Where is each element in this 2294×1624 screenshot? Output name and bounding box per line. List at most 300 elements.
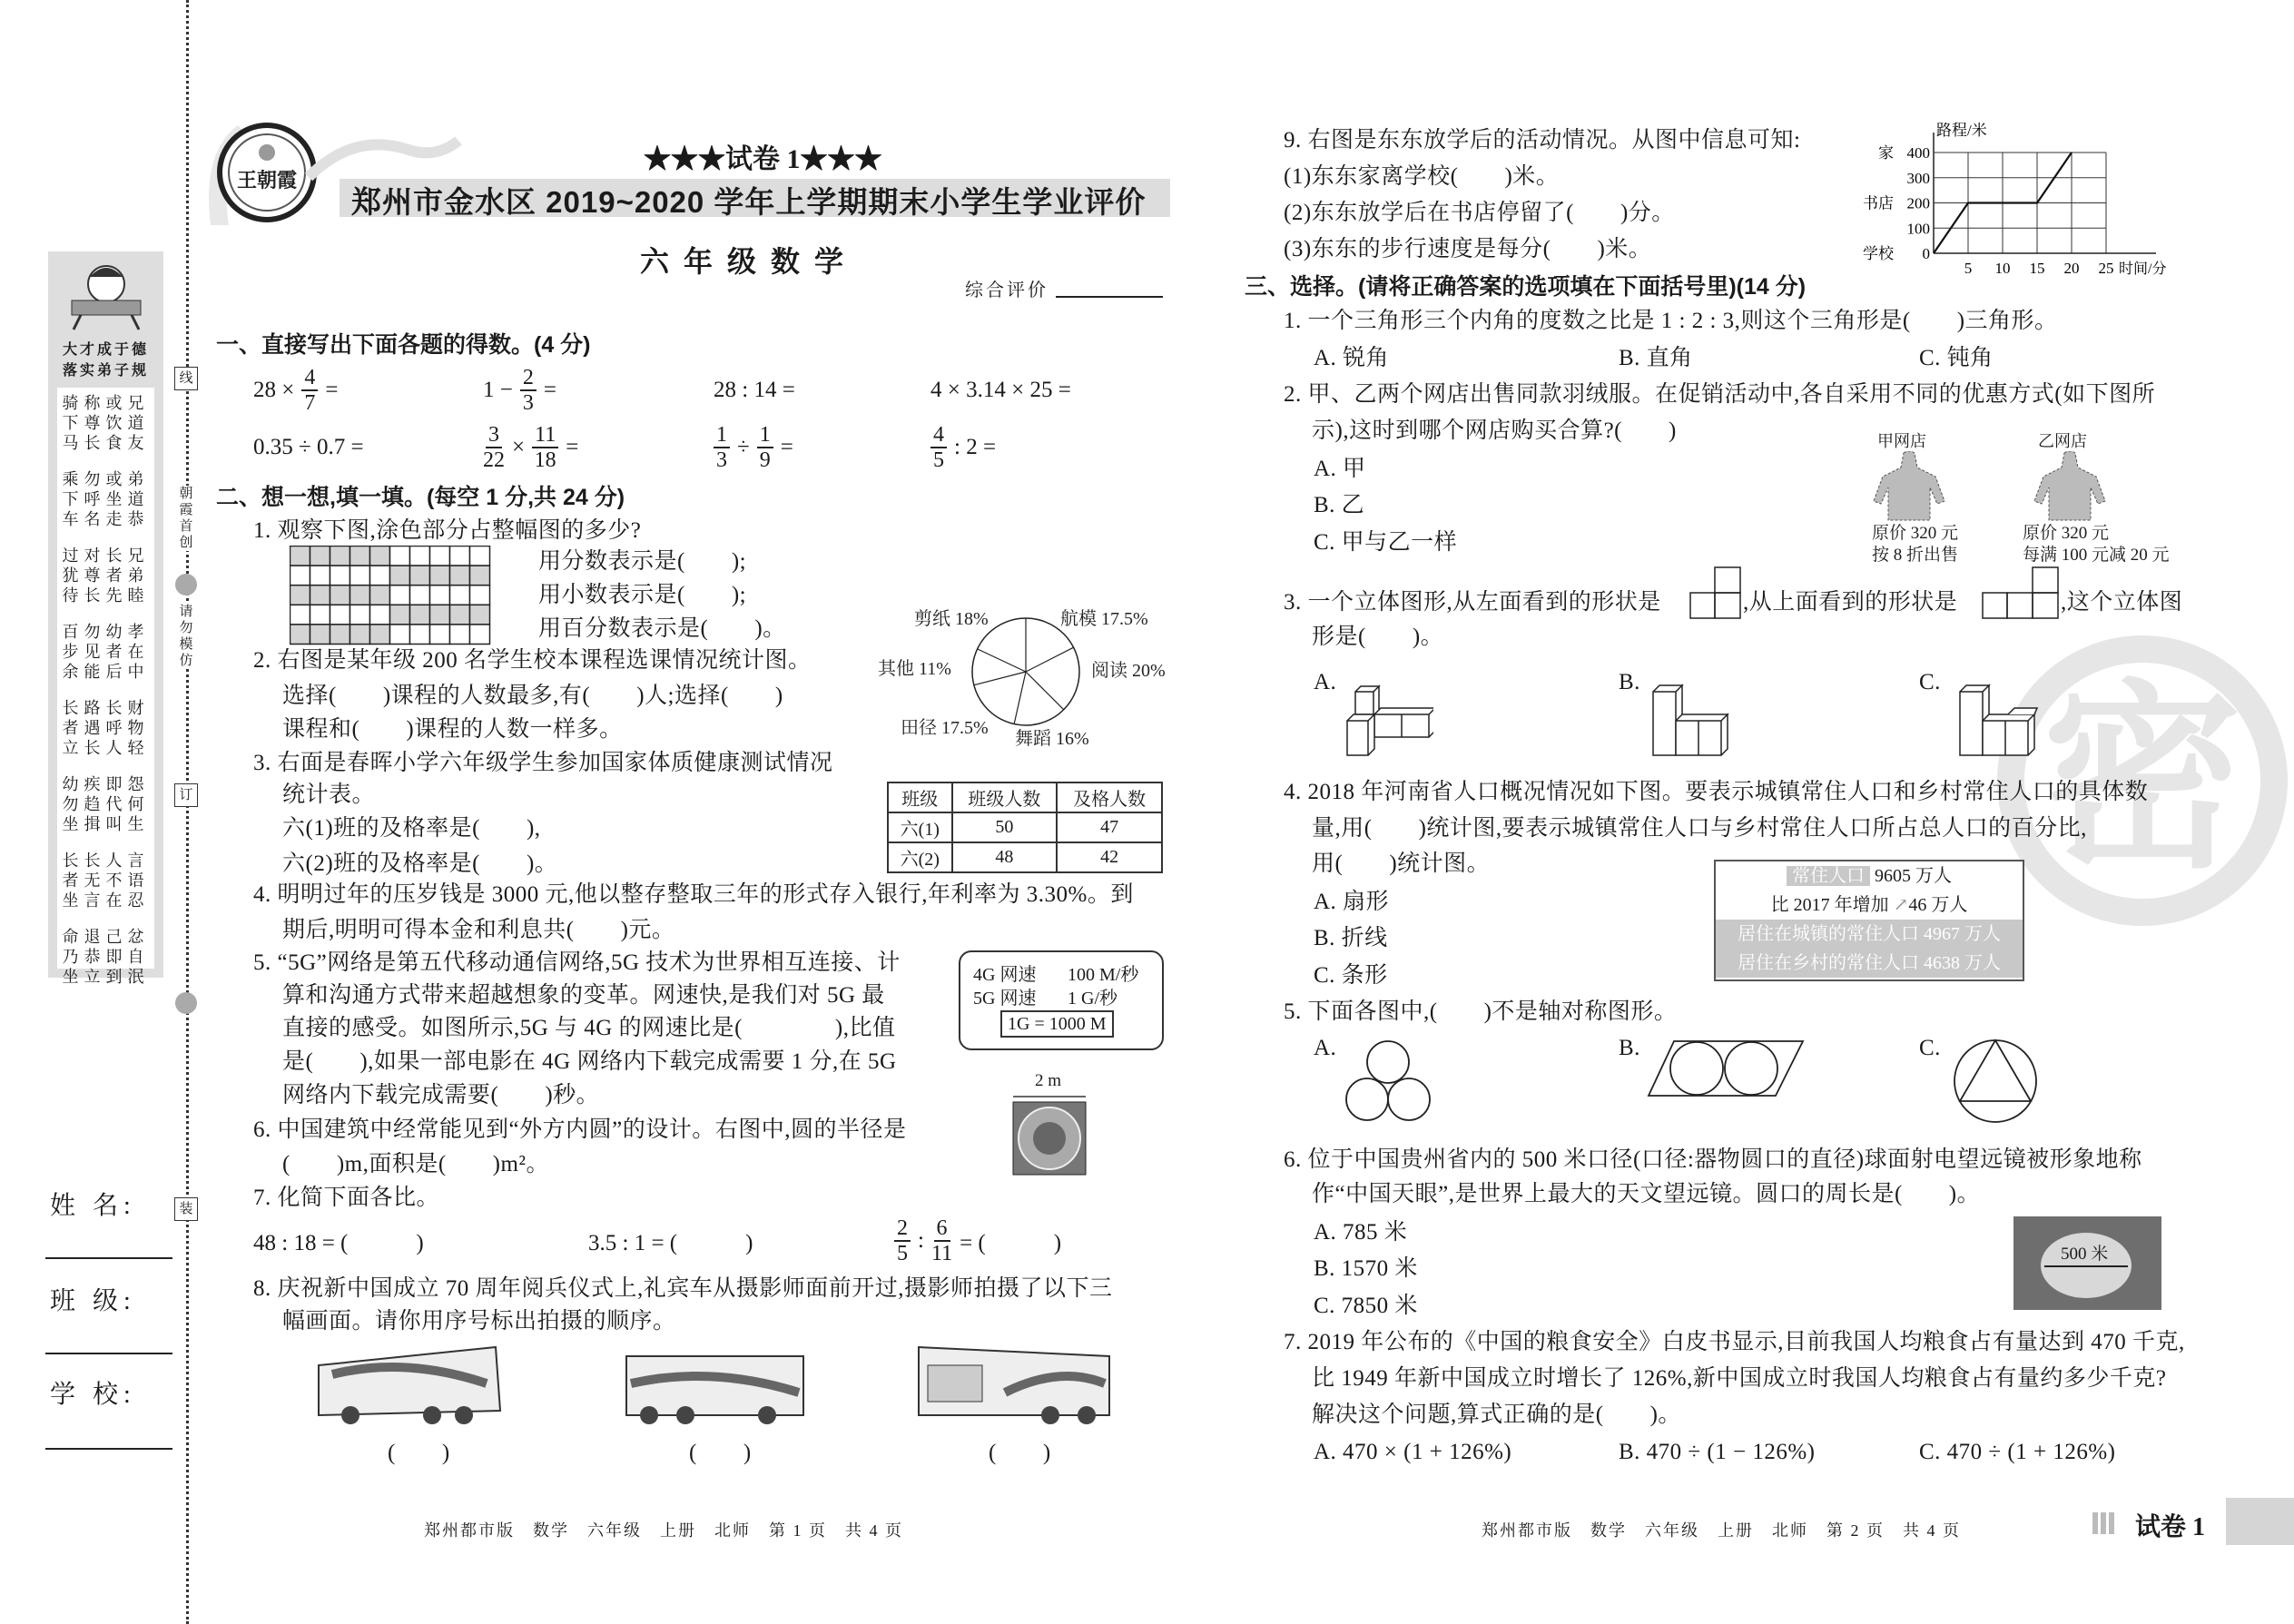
q2-9-line: 9. 右图是东东放学后的活动情况。从图中信息可知: bbox=[1284, 128, 1801, 153]
q2-5-line[interactable]: 网络内下载完成需要( )秒。 bbox=[282, 1083, 600, 1107]
ratio-expression bbox=[253, 1214, 424, 1268]
q3-7-option-c[interactable]: C. 470 ÷ (1 + 126%) bbox=[1919, 1440, 2116, 1464]
binding-mark-bind: 装 bbox=[174, 1197, 198, 1221]
poem-row: 车名走恭 bbox=[62, 510, 150, 528]
grid-cell bbox=[350, 605, 370, 625]
expr-text: 28 × bbox=[253, 378, 295, 402]
q3-6-option-b[interactable]: B. 1570 米 bbox=[1314, 1256, 1418, 1281]
poem-row: 坐立到泯 bbox=[62, 968, 150, 986]
q3-6-option-a[interactable]: A. 785 米 bbox=[1314, 1220, 1408, 1245]
numerator: 3 bbox=[486, 423, 502, 448]
numerator: 2 bbox=[520, 366, 537, 391]
poem-row: 长路长财 bbox=[62, 699, 150, 717]
name-label: 姓 名: bbox=[50, 1192, 136, 1220]
q2-1-stem: 1. 观察下图,涂色部分占整幅图的多少? bbox=[253, 518, 642, 543]
fraction bbox=[931, 1216, 952, 1265]
grid-cell-shaded bbox=[330, 625, 350, 645]
binding-dotted-line bbox=[186, 0, 189, 1624]
name-field[interactable] bbox=[45, 1257, 172, 1259]
q2-2-line[interactable]: 选择( )课程的人数最多,有( )人;选择( ) bbox=[282, 684, 783, 708]
poem-row: 命退己忿 bbox=[62, 928, 150, 946]
table-header: 及格人数 bbox=[1057, 782, 1162, 812]
expr-text: = bbox=[780, 435, 793, 459]
speed-5g-label: 5G 网速 bbox=[973, 989, 1037, 1009]
grid-cell bbox=[390, 546, 410, 566]
expr-text: = bbox=[325, 378, 339, 402]
poem-row: 犹尊者弟 bbox=[62, 566, 150, 585]
q3-2-line: 2. 甲、乙两个网店出售同款羽绒服。在促销活动中,各自采用不同的优惠方式(如下图所 bbox=[1284, 382, 2156, 407]
grid-cell bbox=[370, 566, 390, 586]
grid-cell-shaded bbox=[450, 566, 470, 586]
expr-text: ÷ bbox=[737, 435, 750, 459]
q2-9-line[interactable]: (3)东东的步行速度是每分( )米。 bbox=[1284, 237, 1652, 261]
ribbon-decoration bbox=[300, 123, 463, 186]
numerator: 1 bbox=[757, 423, 773, 448]
overall-evaluation-field[interactable] bbox=[1056, 296, 1163, 298]
class-field[interactable] bbox=[45, 1353, 172, 1354]
y-tick-label: 200 bbox=[1906, 194, 1930, 212]
calc-expression bbox=[930, 363, 1071, 418]
grid-cell bbox=[470, 625, 490, 645]
grid-cell bbox=[450, 625, 470, 645]
section3-heading: 三、选择。(请将正确答案的选项填在下面括号里)(14 分) bbox=[1245, 274, 1807, 300]
motto-line: 落实弟子规 bbox=[62, 363, 149, 379]
table-cell: 六(1) bbox=[888, 812, 952, 842]
calc-expression bbox=[253, 363, 338, 418]
denominator: 22 bbox=[483, 448, 505, 472]
fraction bbox=[483, 423, 505, 472]
x-tick-label: 20 bbox=[2063, 260, 2080, 277]
grid-cell-shaded bbox=[430, 605, 450, 625]
grid-cell bbox=[410, 586, 430, 605]
pie-label: 航模 17.5% bbox=[1060, 609, 1148, 629]
q3-5-option-c[interactable]: C. bbox=[1919, 1036, 1941, 1060]
q2-5-line: 5. “5G”网络是第五代移动通信网络,5G 技术为世界相互连接、计 bbox=[253, 950, 901, 975]
q3-4-option-a[interactable]: A. 扇形 bbox=[1314, 890, 1390, 914]
q2-1-percent-blank[interactable]: 用百分数表示是( )。 bbox=[538, 616, 786, 641]
speed-4g-value: 100 M/秒 bbox=[1068, 965, 1139, 985]
pie-label: 其他 11% bbox=[878, 659, 951, 679]
pie-label: 舞蹈 16% bbox=[1015, 729, 1089, 749]
q2-5-line: 算和沟通方式带来超越想象的变革。网速快,是我们对 5G 最 bbox=[282, 983, 885, 1008]
parade-car-picture-1 bbox=[314, 1338, 507, 1429]
numerator: 6 bbox=[934, 1216, 950, 1242]
q3-1-stem: 1. 一个三角形三个内角的度数之比是 1 : 2 : 3,则这个三角形是( )三角形。 bbox=[1284, 309, 2058, 333]
q3-4-line: 4. 2018 年河南省人口概况情况如下图。要表示城镇常住人口和乡村常住人口的具体数 bbox=[1284, 780, 2149, 804]
x-axis-label: 时间/分 bbox=[2119, 261, 2167, 277]
numerator: 2 bbox=[894, 1216, 911, 1242]
q3-5-option-b[interactable]: B. bbox=[1619, 1036, 1640, 1060]
q2-9-line[interactable]: (1)东东家离学校( )米。 bbox=[1284, 164, 1560, 189]
calc-expression bbox=[930, 420, 996, 475]
poem-stanza bbox=[57, 622, 154, 682]
y-place-label: 书店 bbox=[1863, 194, 1894, 212]
logo-text: 王朝霞 bbox=[236, 169, 298, 192]
grid-cell bbox=[350, 566, 370, 586]
picture-order-blank-2[interactable]: ( ) bbox=[689, 1441, 752, 1465]
down-jacket-b-icon bbox=[2033, 451, 2107, 522]
q3-4-option-c[interactable]: C. 条形 bbox=[1314, 963, 1388, 988]
paper-number: ★★★试卷 1★★★ bbox=[644, 144, 882, 174]
q2-3-line[interactable]: 六(1)班的及格率是( ), bbox=[282, 816, 541, 841]
table-cell: 47 bbox=[1057, 812, 1162, 842]
urban-population: 居住在城镇的常住人口 4967 万人 bbox=[1716, 920, 2023, 949]
poem-stanza bbox=[57, 546, 154, 605]
class-label: 班 级: bbox=[50, 1287, 136, 1315]
y-tick-label: 0 bbox=[1922, 245, 1930, 262]
dizigui-sidebar bbox=[48, 251, 163, 986]
footer-right: 郑州都市版 数学 六年级 上册 北师 第 2 页 共 4 页 bbox=[1482, 1521, 1961, 1540]
x-tick-label: 25 bbox=[2098, 260, 2114, 277]
fast-telescope-photo bbox=[2013, 1216, 2161, 1310]
table-cell: 42 bbox=[1057, 842, 1162, 872]
grid-cell bbox=[430, 625, 450, 645]
square-circle-pattern-image bbox=[1011, 1093, 1088, 1176]
expr-text: : bbox=[918, 1228, 924, 1253]
q3-3-stem-a: 3. 一个立体图形,从左面看到的形状是 bbox=[1284, 590, 1661, 615]
numerator: 11 bbox=[532, 423, 558, 448]
denominator: 5 bbox=[933, 448, 944, 472]
expr-text: 3.5 : 1 = ( ) bbox=[588, 1231, 753, 1255]
q3-4-line[interactable]: 用( )统计图。 bbox=[1312, 851, 1491, 876]
shaded-grid-figure bbox=[290, 546, 491, 645]
left-view-shape bbox=[1689, 566, 1742, 619]
poem-stanza bbox=[57, 774, 154, 834]
denominator: 3 bbox=[716, 448, 727, 472]
q2-1-fraction-blank[interactable]: 用分数表示是( ); bbox=[538, 549, 747, 574]
y-tick-label: 300 bbox=[1906, 169, 1930, 187]
poem-row: 勿趋代何 bbox=[62, 795, 150, 813]
fraction bbox=[894, 1216, 911, 1265]
q2-5-line[interactable]: 是( ),如果一部电影在 4G 网络内下载完成需要 1 分,在 5G bbox=[282, 1049, 897, 1074]
q3-6-option-c[interactable]: C. 7850 米 bbox=[1314, 1294, 1418, 1318]
grid-cell-shaded bbox=[470, 605, 490, 625]
cartoon-reader-icon bbox=[64, 259, 148, 331]
q3-5-stem: 5. 下面各图中,( )不是轴对称图形。 bbox=[1284, 999, 1678, 1024]
x-tick-label: 5 bbox=[1964, 260, 1973, 277]
q2-3-line: 统计表。 bbox=[282, 782, 376, 807]
q3-3-option-b[interactable]: B. bbox=[1619, 670, 1640, 694]
increase-value: 46 万人 bbox=[1908, 895, 1968, 915]
q3-6-line[interactable]: 作“中国天眼”,是世界上最大的天文望远镜。圆口的周长是( )。 bbox=[1312, 1182, 1981, 1206]
dizigui-poem bbox=[57, 388, 154, 986]
poem-row: 过对长兄 bbox=[62, 546, 150, 565]
motto-line: 大才成于德 bbox=[62, 342, 149, 358]
denominator: 9 bbox=[759, 448, 771, 472]
q2-4-line: 4. 明明过年的压岁钱是 3000 元,他以整存整取三年的形式存入银行,年利率为 3.30%。到 bbox=[253, 882, 1134, 907]
parade-car-picture-3 bbox=[914, 1338, 1114, 1429]
q3-3-stem-b: ,从上面看到的形状是 bbox=[1743, 590, 1958, 615]
logo-seal-icon bbox=[175, 992, 197, 1014]
q2-1-decimal-blank[interactable]: 用小数表示是( ); bbox=[538, 583, 747, 607]
expr-text: 4 × 3.14 × 25 = bbox=[930, 378, 1071, 402]
y-place-label: 家 bbox=[1878, 144, 1894, 162]
q3-6-line: 6. 位于中国贵州省内的 500 米口径(口径:器物圆口的直径)球面射电望远镜被形象地称 bbox=[1284, 1147, 2142, 1172]
population-total: 9605 万人 bbox=[1875, 866, 1952, 886]
poem-row: 待长先睦 bbox=[62, 586, 150, 605]
q3-4-line[interactable]: 量,用( )统计图,要表示城镇常住人口与乡村常住人口所占总人口的百分比, bbox=[1312, 816, 2087, 841]
diameter-arrow-icon bbox=[2044, 1265, 2128, 1267]
shop-a-name: 甲网店 bbox=[1877, 432, 1926, 450]
q3-4-option-b[interactable]: B. 折线 bbox=[1314, 926, 1388, 950]
grid-cell bbox=[310, 566, 330, 586]
q3-3-option-c[interactable]: C. bbox=[1919, 670, 1941, 694]
down-jacket-a-icon bbox=[1872, 451, 1946, 522]
footer-left: 郑州都市版 数学 六年级 上册 北师 第 1 页 共 4 页 bbox=[424, 1521, 903, 1540]
table-cell: 48 bbox=[952, 842, 1058, 872]
q3-3-option-a[interactable]: A. bbox=[1314, 670, 1337, 694]
expr-text: = bbox=[543, 378, 556, 402]
pie-label: 阅读 20% bbox=[1091, 661, 1166, 681]
expr-text: = bbox=[566, 435, 579, 459]
picture-order-blank-1[interactable]: ( ) bbox=[388, 1441, 450, 1465]
school-label: 学 校: bbox=[50, 1381, 136, 1409]
poem-stanza bbox=[57, 469, 154, 529]
calc-expression bbox=[714, 363, 795, 418]
up-arrow-icon: ↗ bbox=[1893, 895, 1909, 915]
grid-cell-shaded bbox=[350, 625, 370, 645]
grid-cell-shaded bbox=[410, 566, 430, 586]
grid-cell bbox=[430, 546, 450, 566]
fitness-table bbox=[887, 782, 1163, 873]
denominator: 18 bbox=[534, 448, 556, 472]
numerator: 4 bbox=[301, 366, 318, 391]
grid-cell bbox=[430, 586, 450, 605]
binding-mark-line: 线 bbox=[174, 367, 198, 390]
q3-2-option-a[interactable]: A. 甲 bbox=[1314, 457, 1366, 481]
poem-row: 幼疾即怨 bbox=[62, 775, 150, 793]
grid-cell-shaded bbox=[290, 586, 310, 605]
q2-4-line[interactable]: 期后,明明可得本金和利息共( )元。 bbox=[282, 918, 675, 942]
poem-row: 乃恭即自 bbox=[62, 948, 150, 966]
grid-cell-shaded bbox=[450, 605, 470, 625]
y-place-label: 学校 bbox=[1863, 245, 1894, 262]
poem-row: 骑称或兄 bbox=[62, 394, 150, 412]
expr-text: 48 : 18 = ( ) bbox=[253, 1231, 424, 1255]
q2-5-line[interactable]: 直接的感受。如图所示,5G 与 4G 的网速比是( ),比值 bbox=[282, 1016, 896, 1040]
poem-row: 者无不语 bbox=[62, 871, 150, 890]
overall-evaluation-label: 综合评价 bbox=[965, 281, 1049, 300]
grid-cell bbox=[310, 605, 330, 625]
q3-2-option-c[interactable]: C. 甲与乙一样 bbox=[1314, 530, 1458, 555]
x-tick-label: 15 bbox=[2029, 260, 2045, 277]
grid-cell-shaded bbox=[390, 566, 410, 586]
solid-figure-a bbox=[1343, 683, 1433, 760]
increase-label: 比 2017 年增加 bbox=[1770, 895, 1889, 915]
grid-cell-shaded bbox=[310, 586, 330, 605]
grid-cell bbox=[410, 625, 430, 645]
network-speed-box bbox=[959, 950, 1164, 1050]
denominator: 3 bbox=[522, 391, 534, 415]
q2-8-line: 幅画面。请你用序号标出拍摄的顺序。 bbox=[282, 1309, 676, 1334]
secret-watermark: 密 bbox=[2043, 670, 2243, 891]
subject-title: 六 年 级 数 学 bbox=[640, 245, 848, 278]
q2-6-line: 6. 中国建筑中经常能见到“外方内圆”的设计。右图中,圆的半径是 bbox=[253, 1117, 907, 1142]
grid-cell bbox=[450, 546, 470, 566]
table-header-row bbox=[888, 782, 1162, 812]
fraction bbox=[532, 423, 558, 472]
poem-stanza bbox=[57, 698, 154, 758]
poem-stanza bbox=[57, 851, 154, 910]
grid-cell-shaded bbox=[430, 566, 450, 586]
q2-9-line[interactable]: (2)东东放学后在书店停留了( )分。 bbox=[1284, 201, 1675, 225]
q3-2-option-b[interactable]: B. 乙 bbox=[1314, 493, 1365, 517]
poem-stanza bbox=[57, 927, 154, 987]
table-row bbox=[888, 812, 1162, 842]
grid-cell-shaded bbox=[310, 625, 330, 645]
speed-5g-value: 1 G/秒 bbox=[1068, 989, 1117, 1009]
q2-2-line: 2. 右图是某年级 200 名学生校本课程选课情况统计图。 bbox=[253, 648, 812, 673]
circle-triangle-figure bbox=[1952, 1038, 2039, 1125]
poem-row: 下呼坐道 bbox=[62, 490, 150, 508]
poem-row: 余能后中 bbox=[62, 663, 150, 681]
school-field[interactable] bbox=[45, 1448, 172, 1450]
q3-1-option-c[interactable]: C. 钝角 bbox=[1919, 346, 1994, 370]
grid-cell-shaded bbox=[350, 586, 370, 605]
ratio-expression bbox=[588, 1214, 753, 1268]
denominator: 5 bbox=[897, 1242, 908, 1265]
poem-row: 乘勿或弟 bbox=[62, 470, 150, 488]
q3-1-option-a[interactable]: A. 锐角 bbox=[1314, 346, 1390, 370]
expr-text: 28 : 14 = bbox=[714, 378, 795, 402]
q3-7-line[interactable]: 解决这个问题,算式正确的是( )。 bbox=[1312, 1403, 1681, 1427]
binding-mark-order: 订 bbox=[174, 783, 198, 807]
numerator: 1 bbox=[714, 423, 730, 448]
shop-b-price: 原价 320 元 bbox=[2023, 524, 2110, 543]
square-side-label: 2 m bbox=[1035, 1071, 1062, 1090]
q2-2-line[interactable]: 课程和( )课程的人数一样多。 bbox=[282, 717, 623, 742]
q3-3-stem-2[interactable]: 形是( )。 bbox=[1312, 625, 1444, 649]
y-tick-label: 100 bbox=[1906, 220, 1930, 238]
expr-text: 1 − bbox=[483, 378, 513, 402]
table-header: 班级 bbox=[888, 782, 952, 812]
page-title: 郑州市金水区 2019~2020 学年上学期期末小学生学业评价 bbox=[351, 185, 1147, 219]
q3-7-option-b[interactable]: B. 470 ÷ (1 − 126%) bbox=[1619, 1440, 1816, 1464]
q2-7-stem: 7. 化简下面各比。 bbox=[253, 1186, 440, 1210]
grid-cell bbox=[410, 546, 430, 566]
poem-stanza bbox=[57, 393, 154, 453]
expr-text: : 2 = bbox=[954, 435, 997, 459]
q3-5-option-a[interactable]: A. bbox=[1314, 1036, 1337, 1060]
poem-row: 立长人轻 bbox=[62, 739, 150, 757]
q2-6-line[interactable]: ( )m,面积是( )m²。 bbox=[282, 1152, 549, 1176]
fraction bbox=[301, 366, 318, 415]
population-info-box bbox=[1714, 860, 2024, 981]
diameter-label: 500 米 bbox=[2061, 1245, 2109, 1264]
shop-b-name: 乙网店 bbox=[2038, 432, 2087, 450]
badge-pattern-icon bbox=[2092, 1512, 2114, 1534]
q2-8-line: 8. 庆祝新中国成立 70 周年阅兵仪式上,礼宾车从摄影师面前开过,摄影师拍摄了以下三 bbox=[253, 1276, 1113, 1301]
picture-order-blank-3[interactable]: ( ) bbox=[989, 1441, 1051, 1465]
q3-7-line: 7. 2019 年公布的《中国的粮食安全》白皮书显示,目前我国人均粮食占有量达到 470 千克, bbox=[1284, 1330, 2185, 1354]
numerator: 4 bbox=[930, 423, 947, 448]
expr-text: × bbox=[512, 435, 526, 459]
calc-expression bbox=[483, 420, 578, 475]
unit-conversion-note: 1G = 1000 M bbox=[1000, 1010, 1114, 1038]
y-axis-label: 路程/米 bbox=[1936, 123, 1987, 139]
grid-cell-shaded bbox=[290, 546, 310, 566]
ratio-expression bbox=[894, 1214, 1061, 1268]
page-edge-tab bbox=[2226, 1498, 2294, 1545]
grid-cell bbox=[290, 566, 310, 586]
logo-seal-icon bbox=[175, 574, 197, 595]
fraction bbox=[757, 423, 773, 472]
grid-cell-shaded bbox=[310, 546, 330, 566]
grid-cell bbox=[470, 546, 490, 566]
pie-label: 剪纸 18% bbox=[914, 609, 989, 629]
rural-population: 居住在乡村的常住人口 4638 万人 bbox=[1716, 949, 2023, 978]
population-total-row bbox=[1716, 861, 2023, 891]
grid-cell-shaded bbox=[370, 625, 390, 645]
x-tick-label: 10 bbox=[1994, 260, 2011, 277]
expr-text: = ( ) bbox=[960, 1231, 1062, 1255]
footer-paper-badge: 试卷 1 bbox=[2135, 1513, 2206, 1541]
denominator: 7 bbox=[304, 391, 316, 415]
parade-car-picture-2 bbox=[622, 1338, 807, 1429]
calc-expression bbox=[714, 420, 793, 475]
solid-figure-c bbox=[1955, 683, 2046, 760]
section1-heading: 一、直接写出下面各题的得数。(4 分) bbox=[216, 332, 591, 358]
shop-a-deal: 按 8 折出售 bbox=[1872, 546, 1959, 565]
poem-row: 坐言在忍 bbox=[62, 891, 150, 910]
q3-1-option-b[interactable]: B. 直角 bbox=[1619, 346, 1693, 370]
poem-row: 坐揖叫生 bbox=[62, 815, 150, 833]
table-row bbox=[888, 842, 1162, 872]
grid-cell bbox=[390, 586, 410, 605]
grid-cell bbox=[290, 605, 310, 625]
y-tick-label: 400 bbox=[1906, 144, 1930, 162]
shop-b-deal: 每满 100 元减 20 元 bbox=[2023, 546, 2170, 565]
grid-cell-shaded bbox=[390, 605, 410, 625]
grid-cell-shaded bbox=[470, 566, 490, 586]
pie-label: 田径 17.5% bbox=[901, 718, 989, 738]
q2-3-line[interactable]: 六(2)班的及格率是( )。 bbox=[282, 851, 558, 876]
top-view-shape bbox=[1982, 566, 2060, 619]
grid-cell bbox=[450, 586, 470, 605]
course-pie-chart bbox=[853, 590, 1180, 758]
q3-2-line[interactable]: 示),这时到哪个网店购买合算?( ) bbox=[1312, 418, 1677, 443]
distance-time-chart bbox=[1816, 123, 2215, 281]
fraction bbox=[930, 423, 947, 472]
poem-row: 马长食友 bbox=[62, 434, 150, 452]
grid-cell bbox=[390, 625, 410, 645]
poem-row: 者遇呼物 bbox=[62, 719, 150, 737]
grid-cell-shaded bbox=[370, 586, 390, 605]
grid-cell bbox=[370, 605, 390, 625]
solid-figure-b bbox=[1649, 683, 1739, 760]
poem-row: 下尊饮道 bbox=[62, 414, 150, 432]
fraction bbox=[714, 423, 730, 472]
population-tag: 常住人口 bbox=[1787, 866, 1870, 886]
three-circles-figure bbox=[1343, 1039, 1433, 1126]
grid-cell bbox=[330, 605, 350, 625]
q3-3-stem-c: ,这个立体图 bbox=[2061, 590, 2183, 615]
q3-7-option-a[interactable]: A. 470 × (1 + 126%) bbox=[1314, 1440, 1512, 1464]
table-cell: 50 bbox=[952, 812, 1058, 842]
poem-row: 百勿幼孝 bbox=[62, 623, 150, 641]
grid-cell-shaded bbox=[370, 546, 390, 566]
section2-heading: 二、想一想,填一填。(每空 1 分,共 24 分) bbox=[216, 485, 625, 510]
grid-cell-shaded bbox=[330, 546, 350, 566]
expr-text: 0.35 ÷ 0.7 = bbox=[253, 435, 364, 459]
poem-row: 步见者在 bbox=[62, 643, 150, 661]
grid-cell-shaded bbox=[290, 625, 310, 645]
q2-3-line: 3. 右面是春晖小学六年级学生参加国家体质健康测试情况 bbox=[253, 751, 833, 775]
grid-cell bbox=[470, 586, 490, 605]
calc-expression bbox=[253, 420, 364, 475]
table-header: 班级人数 bbox=[952, 782, 1058, 812]
grid-cell-shaded bbox=[330, 586, 350, 605]
